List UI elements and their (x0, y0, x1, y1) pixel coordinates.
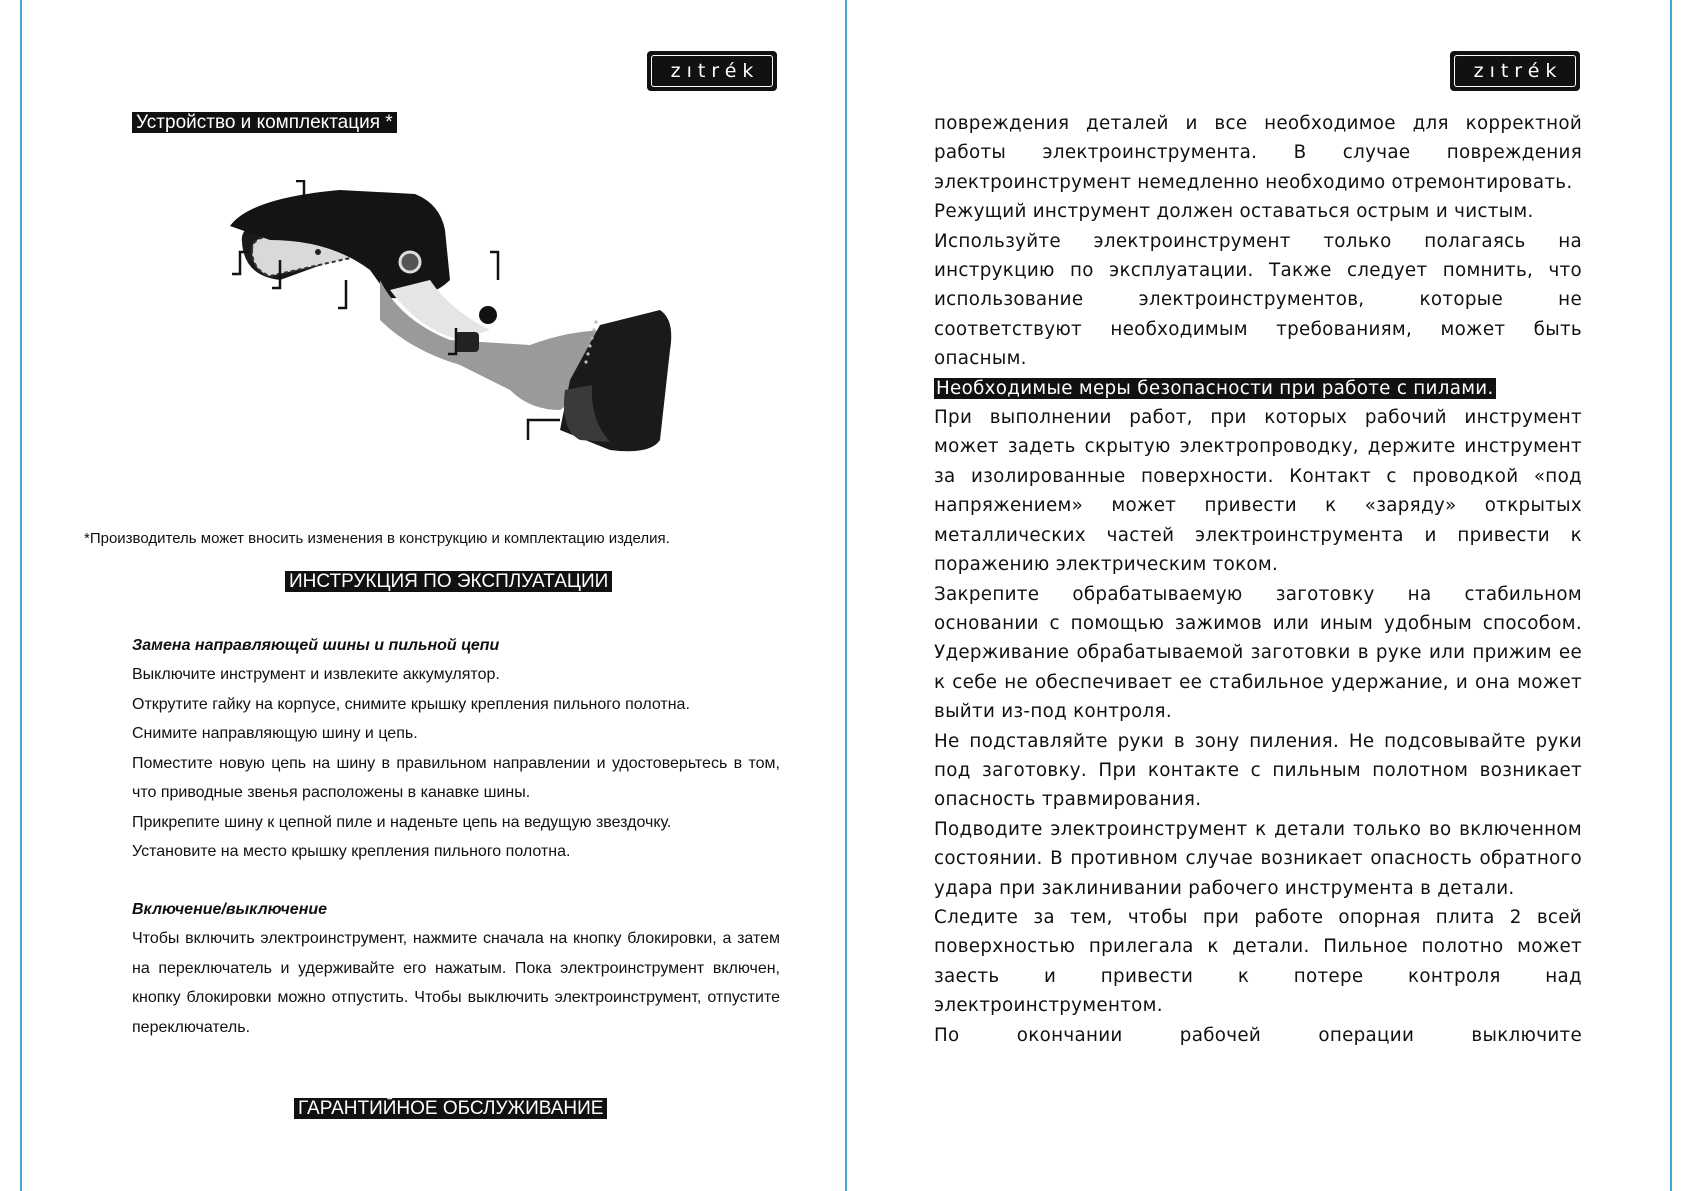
saw-safety-heading (934, 374, 1582, 403)
step-item: Поместите новую цепь на шину в правильном направлении и удостоверьтесь в том, что приводные звенья расположены в канавке шины. (132, 754, 780, 801)
chain-replacement-heading: Замена направляющей шины и пильной цепи (132, 637, 500, 654)
power-switch-heading: Включение/выключение (132, 901, 328, 918)
saw-safety-heading-text: Необходимые меры безопасности при работе с пилами. (936, 377, 1494, 399)
warranty-title-text: ГАРАНТИЙНОЕ ОБСЛУЖИВАНИЕ (294, 1098, 607, 1119)
body-paragraph: При выполнении работ, при которых рабочий инструмент может задеть скрытую электропроводку, держите инструмент за изолированные поверхности. Контакт с проводкой «под напряжением» может привести к «заряду» открытых металлических частей электроинструмента и привести к поражению электрическим током. (934, 407, 1582, 576)
device-section-title-text: Устройство и комплектация * (132, 112, 397, 133)
instructions-title-text: ИНСТРУКЦИЯ ПО ЭКСПЛУАТАЦИИ (285, 571, 612, 592)
right-page-border (1670, 0, 1672, 1191)
body-paragraph: По окончании рабочей операции выключите (934, 1024, 1582, 1046)
step-item: Прикрепите шину к цепной пиле и наденьте цепь на ведущую звездочку. (132, 813, 672, 831)
warranty-title (294, 1098, 607, 1120)
instructions-title (285, 571, 612, 593)
power-switch-text: Чтобы включить электроинструмент, нажмите сначала на кнопку блокировки, а затем на переключатель и удерживайте его нажатым. Пока электроинструмент включен, кнопку блокировки можно отпустить. Чтобы выключить электроинструмент, отпустите переключатель. (132, 930, 780, 1036)
step-item: Установите на место крышку крепления пильного полотна. (132, 843, 571, 860)
page-divider (845, 0, 847, 1191)
body-paragraph: Режущий инструмент должен оставаться острым и чистым. (934, 201, 1534, 223)
chain-replacement-steps (132, 660, 780, 867)
body-paragraph: повреждения деталей и все необходимое для корректной работы электроинструмента. В случае повреждения электроинструмент немедленно необходимо отремонтировать. (934, 113, 1582, 193)
step-item: Выключите инструмент и извлеките аккумулятор. (132, 666, 500, 683)
body-paragraph: Следите за тем, чтобы при работе опорная плита 2 всей поверхностью прилегала к детали. Пильное полотно может заесть и привести к потере контроля над электроинструментом. (934, 906, 1582, 1017)
step-item: Снимите направляющую шину и цепь. (132, 725, 418, 742)
footnote: *Производитель может вносить изменения в конструкцию и комплектацию изделия. (84, 530, 670, 547)
device-section-title (132, 112, 397, 134)
brand-logo-text: zıtrék (651, 55, 773, 87)
step-item: Открутите гайку на корпусе, снимите крышку крепления пильного полотна. (132, 695, 690, 713)
safety-text-column (934, 109, 1582, 1050)
brand-logo-right (1450, 51, 1580, 91)
body-paragraph: Используйте электроинструмент только полагаясь на инструкцию по эксплуатации. Также следует помнить, что использование электроинструментов, которые не соответствуют необходимым требованиям, может быть опасным. (934, 230, 1582, 370)
brand-logo-left (647, 51, 777, 91)
body-paragraph: Не подставляйте руки в зону пиления. Не подсовывайте руки под заготовку. При контакте с пильным полотном возникает опасность травмирования. (934, 730, 1582, 811)
body-paragraph: Подводите электроинструмент к детали только во включенном состоянии. В противном случае возникает опасность обратного удара при заклинивании рабочего инструмента в детали. (934, 818, 1582, 899)
brand-logo-text: zıtrék (1454, 55, 1576, 87)
body-paragraph: Закрепите обрабатываемую заготовку на стабильном основании с помощью зажимов или иным удобным способом. Удерживание обрабатываемой заготовки в руке или прижим ее к себе не обеспечивает ее стабильное удержание, и она может выйти из-под контроля. (934, 583, 1582, 723)
left-page-border (20, 0, 22, 1191)
chainsaw-illustration (230, 180, 720, 490)
